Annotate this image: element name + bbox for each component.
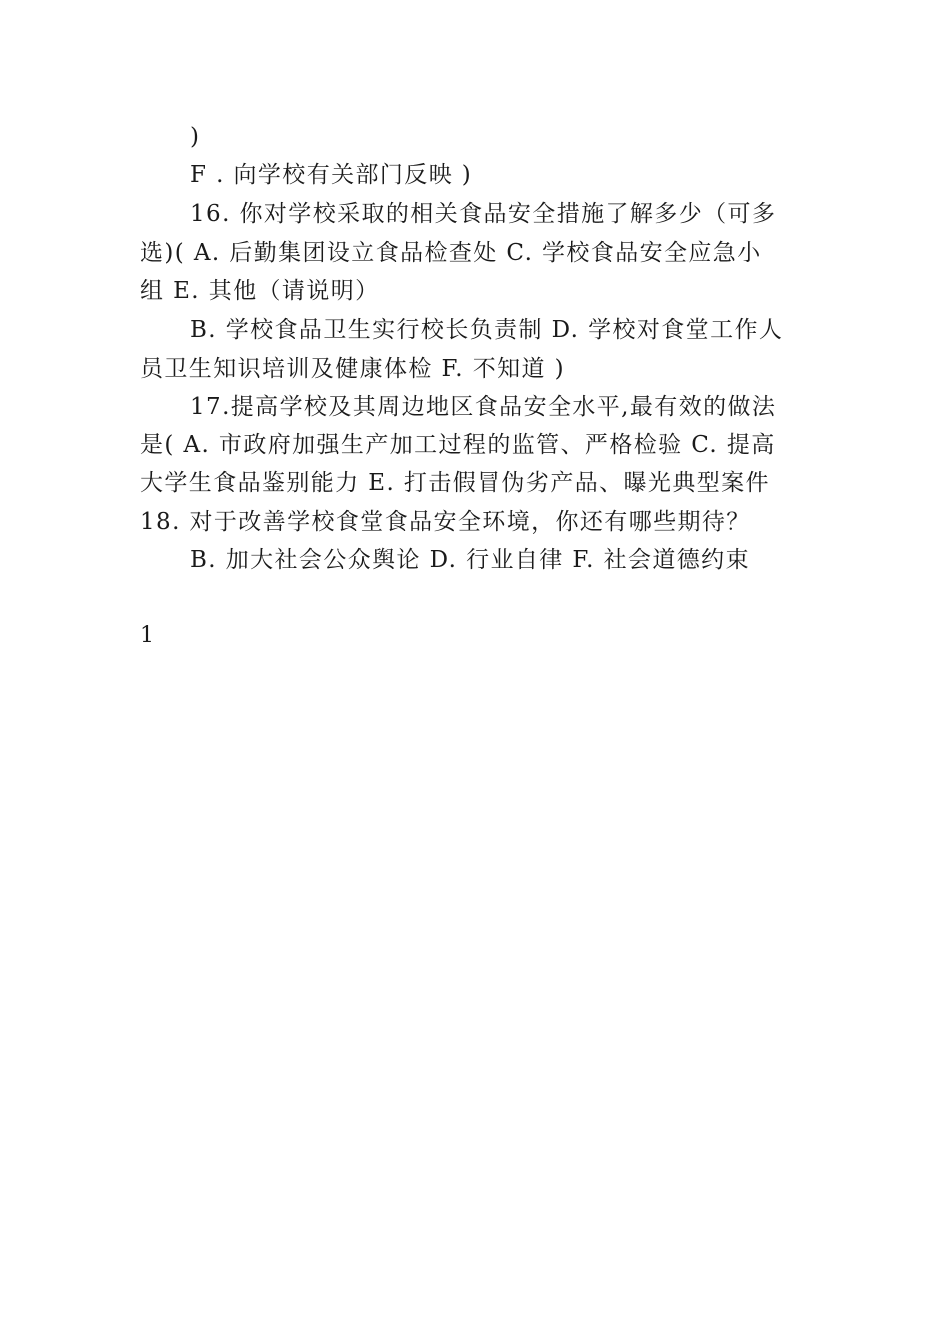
text-line: 员卫生知识培训及健康体检 F. 不知道 ) bbox=[140, 356, 565, 382]
text-line: ) bbox=[190, 124, 201, 150]
text-line: F . 向学校有关部门反映 ) bbox=[190, 162, 473, 188]
text-line: 是( A. 市政府加强生产加工过程的监管、严格检验 C. 提高 bbox=[140, 432, 776, 458]
question-18-line: 18. 对于改善学校食堂食品安全环境，你还有哪些期待？ bbox=[140, 509, 751, 535]
question-16-line: 16. 你对学校采取的相关食品安全措施了解多少（可多 bbox=[190, 201, 777, 227]
text-line: 选)( A. 后勤集团设立食品检查处 C. 学校食品安全应急小 bbox=[140, 240, 762, 266]
text-line: B. 加大社会公众舆论 D. 行业自律 F. 社会道德约束 bbox=[190, 547, 750, 573]
text-line: B. 学校食品卫生实行校长负责制 D. 学校对食堂工作人 bbox=[190, 317, 784, 343]
text-line: 组 E. 其他（请说明） bbox=[140, 278, 380, 304]
text-line: 大学生食品鉴别能力 E. 打击假冒伪劣产品、曝光典型案件 bbox=[140, 470, 770, 496]
page-number: 1 bbox=[140, 623, 154, 648]
question-17-line: 17.提高学校及其周边地区食品安全水平,最有效的做法 bbox=[190, 394, 777, 420]
